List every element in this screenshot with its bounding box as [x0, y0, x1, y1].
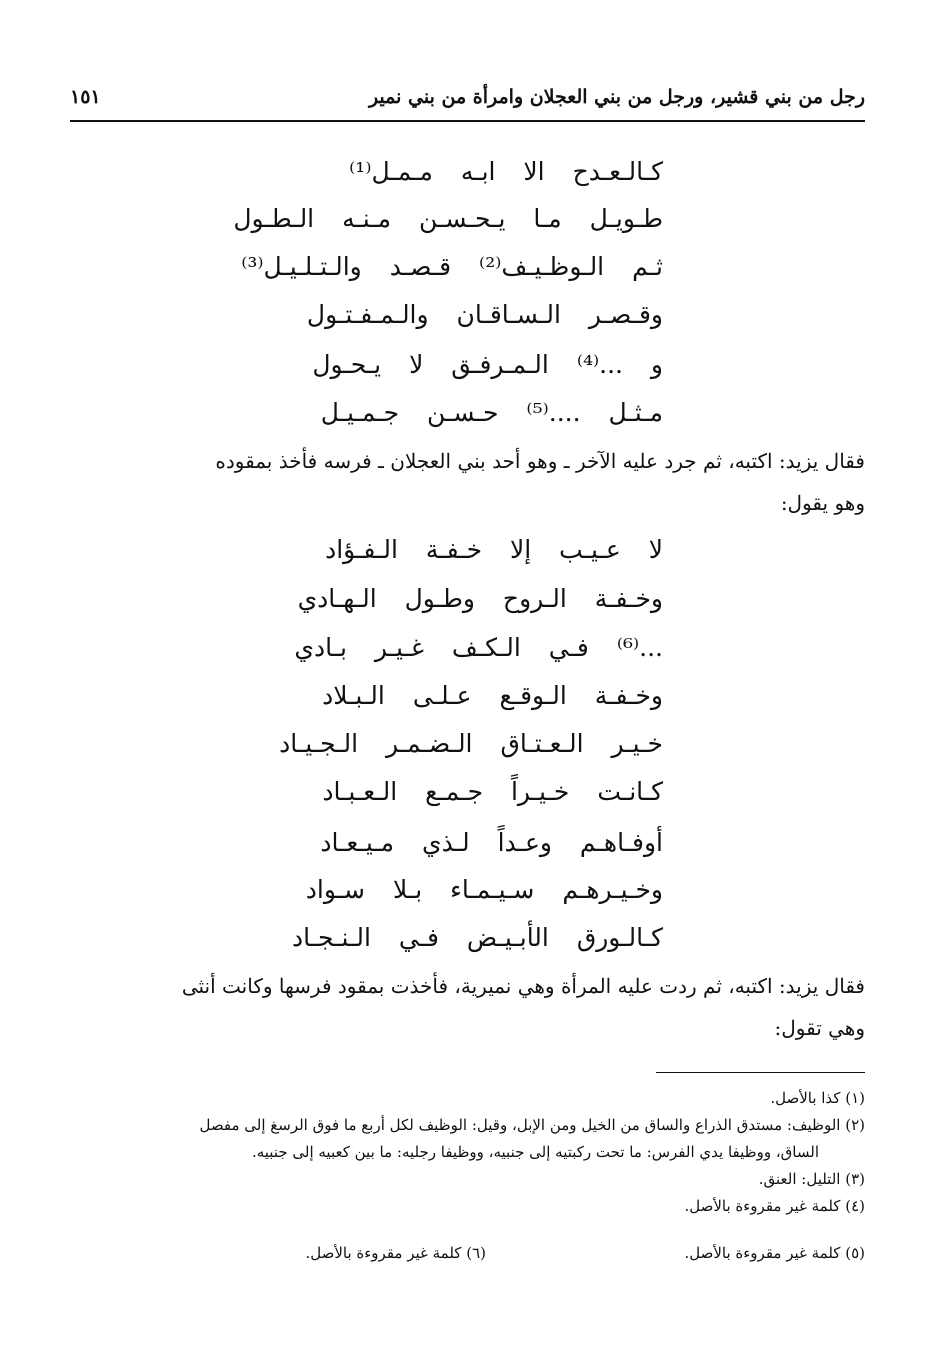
page-header: [70, 80, 865, 120]
poem2-verse: [267, 623, 663, 673]
verse-text: وخـفـة الـوقـع عـلـى الـبـلاد: [322, 681, 663, 710]
page-number: ١٥١: [70, 86, 101, 108]
verse-text: خـيـر الـعـتـاق الـضـمـر الـجـيـاد: [279, 729, 663, 758]
poem2-verse: [267, 719, 663, 769]
footnote-2-continued: الساق، ووظيفا يدي الفرس: ما تحت ركبتيه إلى جنبيه، ووظيفا رجليه: ما بين كعبيه إلى جنبيه.: [251, 1143, 819, 1161]
footnote-6: (٦) كلمة غير مقروءة بالأصل.: [305, 1244, 486, 1262]
verse-text: لا عـيـب إلا خـفـة الـفـؤاد: [325, 535, 663, 564]
poem1-verse: [267, 290, 663, 340]
poem1-verse: [267, 147, 663, 197]
verse-text: وخـيـرهـم سـيـمـاء بـلا سـواد: [305, 875, 663, 904]
footnote-1: (١) كذا بالأصل.: [770, 1089, 865, 1107]
prose-line: فقال يزيد: اكتبه، ثم ردت عليه المرأة وهي نميرية، فأخذت بمقود فرسها وكانت أنثى: [181, 974, 865, 998]
poem2-verse: [267, 574, 663, 624]
verse-text: وخـفـة الـروح وطـول الـهـادي: [297, 584, 663, 613]
poem2-verse: [267, 865, 663, 915]
poem2-verse: [267, 671, 663, 721]
footnote-3: (٣) التليل: العنق.: [758, 1170, 865, 1188]
verse-text: و ...⁽⁴⁾ الـمـرفـق لا يـحـول: [312, 350, 663, 379]
footnote-4: (٤) كلمة غير مقروءة بالأصل.: [684, 1197, 865, 1215]
prose-paragraph-2: [70, 965, 865, 1049]
running-title: رجل من بني قشير، ورجل من بني العجلان وامرأة من بني نمير: [368, 86, 865, 108]
prose-line: وهو يقول:: [780, 491, 865, 515]
verse-text: كـالـعـدح الا ابـه مـمـل⁽¹⁾: [349, 157, 663, 186]
poem1-verse: [241, 242, 663, 292]
footnote-2: (٢) الوظيف: مستدق الذراع والساق من الخيل ومن الإبل، وقيل: الوظيف لكل أربع ما فوق الرسغ إلى مفصل: [199, 1116, 865, 1134]
poem2-verse: [267, 525, 663, 575]
verse-text: كـانـت خـيـراً جـمـع الـعـبـاد: [322, 777, 663, 806]
verse-text: مـثـل ....⁽⁵⁾ حـسـن جـمـيـل: [320, 398, 663, 427]
verse-text: أوفـاهـم وعـداً لـذي مـيـعـاد: [320, 828, 663, 857]
poem1-verse: [267, 388, 663, 438]
footnotes: [70, 1085, 865, 1220]
footnote-5: (٥) كلمة غير مقروءة بالأصل.: [684, 1244, 865, 1262]
verse-text: وقـصـر الـسـاقـان والـمـفـتـول: [306, 300, 663, 329]
prose-line: وهي تقول:: [774, 1016, 865, 1040]
prose-line: فقال يزيد: اكتبه، ثم جرد عليه الآخر ـ وهو أحد بني العجلان ـ فرسه فأخذ بمقوده: [215, 449, 865, 473]
poem2-verse: [267, 913, 663, 963]
poem1-verse: [267, 340, 663, 390]
verse-text: طـويـل مـا يـحـسـن مـنـه الـطـول: [233, 204, 663, 233]
prose-paragraph-1: [70, 440, 865, 524]
poem1-verse: [233, 194, 663, 244]
poem2-verse: [267, 818, 663, 868]
verse-text: ثـم الـوظـيـف⁽²⁾ قـصـد والـتـلـيـل⁽³⁾: [241, 252, 663, 281]
verse-text: كـالـورق الأبـيـض فـي الـنـجـاد: [291, 923, 663, 952]
footnote-rule: [656, 1072, 865, 1073]
poem2-verse: [267, 767, 663, 817]
verse-text: ...⁽⁶⁾ فـي الـكـف غـيـر بـادي: [294, 633, 663, 662]
header-rule: [70, 120, 865, 122]
